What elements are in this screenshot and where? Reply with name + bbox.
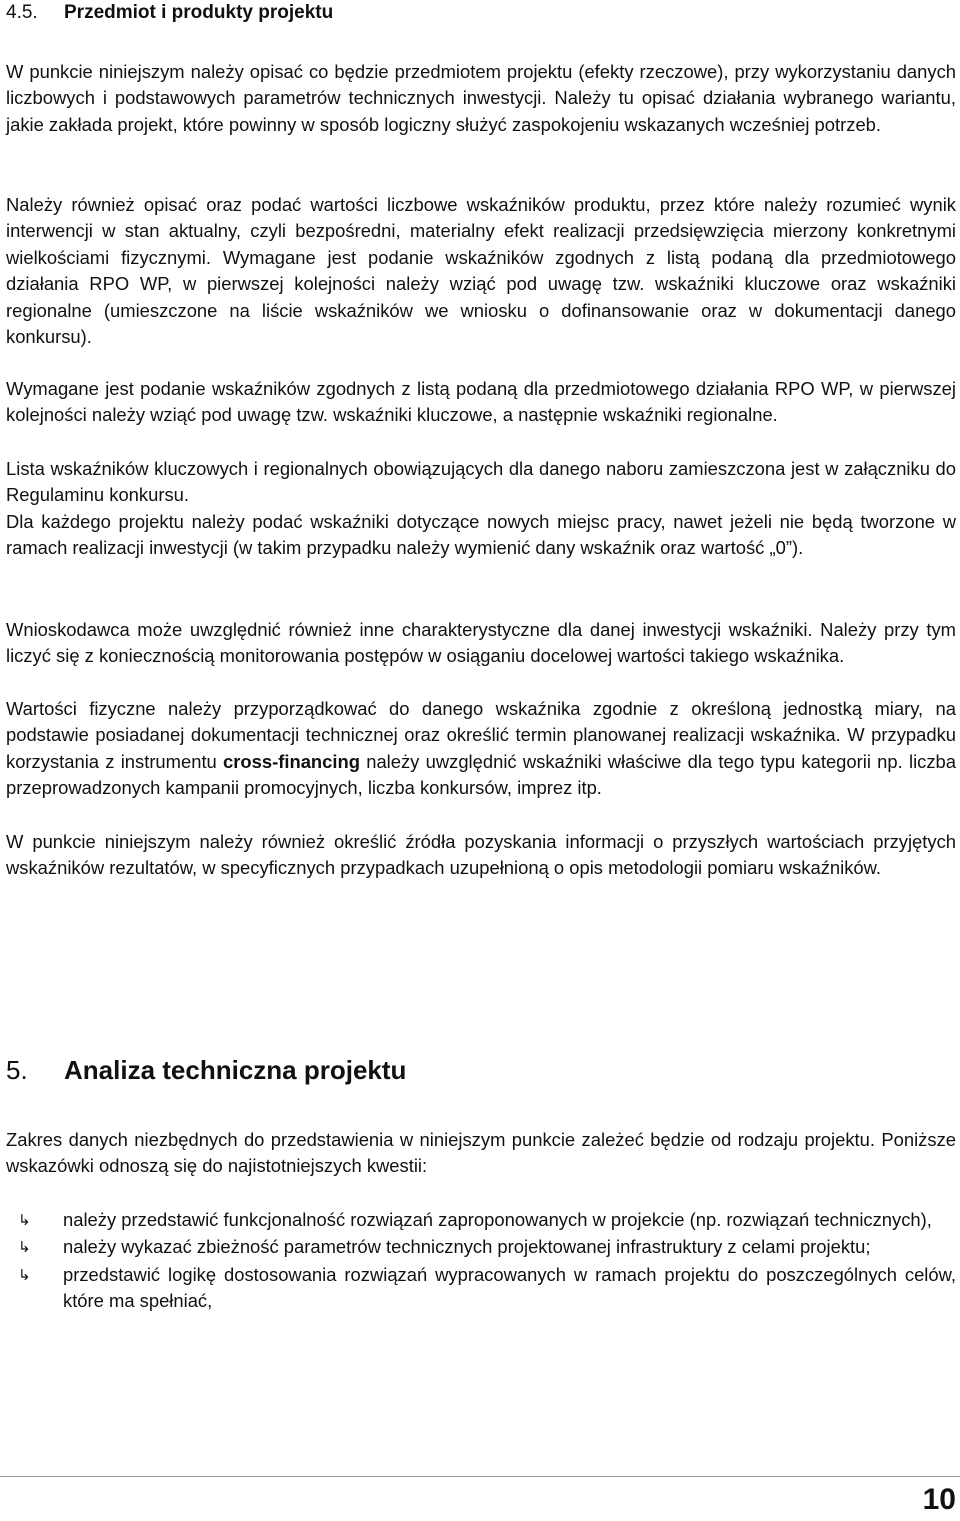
arrow-return-icon: ↳ xyxy=(18,1211,31,1229)
technical-requirements-list xyxy=(6,1207,956,1316)
paragraph-information-sources: W punkcie niniejszym należy również określić źródła pozyskania informacji o przyszłych wartościach przyjętych wskaźników rezultatów, w specyficznych przypadkach uzupełnioną o opis metodologii pomiaru wskaźników. xyxy=(6,831,956,879)
list-item xyxy=(6,1207,956,1233)
footer-divider xyxy=(0,1476,960,1477)
paragraph-other-indicators: Wnioskodawca może uwzględnić również inne charakterystyczne dla danej inwestycji wskaźniki. Należy przy tym liczyć się z koniecznością monitorowania postępów w osiąganiu docelowej wartości takiego wskaźnika. xyxy=(6,619,956,667)
paragraph-subject: W punkcie niniejszym należy opisać co będzie przedmiotem projektu (efekty rzeczowe), przy wykorzystaniu danych liczbowych i podstawowych parametrów technicznych inwestycji. Należy tu opisać działania wybranego wariantu, jakie zakłada projekt, które powinny w sposób logiczny służyć zaspokojeniu wskazanych wcześniej potrzeb. xyxy=(6,61,956,135)
cross-financing-term: cross-financing xyxy=(223,750,360,772)
paragraph-required-indicators: Wymagane jest podanie wskaźników zgodnych z listą podaną dla przedmiotowego działania RPO WP, w pierwszej kolejności należy wziąć pod uwagę tzw. wskaźniki kluczowe, a następnie wskaźniki regionalne. xyxy=(6,378,956,426)
paragraph-physical-values xyxy=(6,696,956,802)
arrow-return-icon: ↳ xyxy=(18,1238,31,1257)
section-title: Przedmiot i produkty projektu xyxy=(64,2,334,23)
paragraph-technical-intro: Zakres danych niezbędnych do przedstawienia w niniejszym punkcie zależeć będzie od rodzaju projektu. Poniższe wskazówki odnoszą się do najistotniejszych kwestii: xyxy=(6,1129,956,1177)
list-item-text: należy wykazać zbieżność parametrów technicznych projektowanej infrastruktury z celami projektu; xyxy=(63,1236,871,1258)
page-number: 10 xyxy=(922,1483,956,1516)
list-item xyxy=(6,1262,956,1315)
cross-financing-text-after: należy uwzględnić wskaźniki właściwe dla tego typu kategorii np. liczba przeprowadzonych kampanii promocyjnych, liczba konkursów, imprez itp. xyxy=(6,750,957,799)
section-number: 4.5. xyxy=(6,2,38,23)
paragraph-indicator-list: Lista wskaźników kluczowych i regionalnych obowiązujących dla danego naboru zamieszczona jest w załączniku do Regulaminu konkursu. xyxy=(6,458,956,506)
paragraph-jobs-indicators: Dla każdego projektu należy podać wskaźniki dotyczące nowych miejsc pracy, nawet jeżeli nie będą tworzone w ramach realizacji inwestycji (w takim przypadku należy wymienić dany wskaźnik oraz wartość „0”). xyxy=(6,511,956,559)
paragraph-product-indicators: Należy również opisać oraz podać wartości liczbowe wskaźników produktu, przez które należy rozumieć wynik interwencji w stan aktualny, czyli bezpośredni, materialny efekt realizacji przedsięwzięcia mierzony konkretnymi wielkościami fizycznymi. Wymagane jest podanie wskaźników zgodnych z listą podaną dla przedmiotowego działania RPO WP, w pierwszej kolejności należy wziąć pod uwagę tzw. wskaźniki kluczowe oraz wskaźniki regionalne (umieszczone na liście wskaźników we wniosku o dofinansowanie oraz w dokumentacji danego konkursu). xyxy=(6,194,956,348)
cross-financing-text-before: Wartości fizyczne należy przyporządkować do danego wskaźnika zgodnie z określoną jednostką miary, na podstawie posiadanej dokumentacji technicznej oraz określić termin planowanej realizacji wskaźnika. W przypadku korzystania z instrumentu xyxy=(6,698,956,772)
list-item-text: należy przedstawić funkcjonalność rozwiązań zaproponowanych w projekcie (np. rozwiązań technicznych), xyxy=(63,1209,932,1230)
section-heading-4-5 xyxy=(6,2,956,24)
list-item-text: przedstawić logikę dostosowania rozwiązań wypracowanych w ramach projektu do poszczególnych celów, które ma spełniać, xyxy=(63,1263,956,1312)
section-heading-5 xyxy=(6,1054,956,1086)
section-title: Analiza techniczna projektu xyxy=(64,1055,407,1085)
arrow-return-icon: ↳ xyxy=(18,1265,31,1284)
section-number: 5. xyxy=(6,1055,28,1085)
list-item xyxy=(6,1234,956,1260)
